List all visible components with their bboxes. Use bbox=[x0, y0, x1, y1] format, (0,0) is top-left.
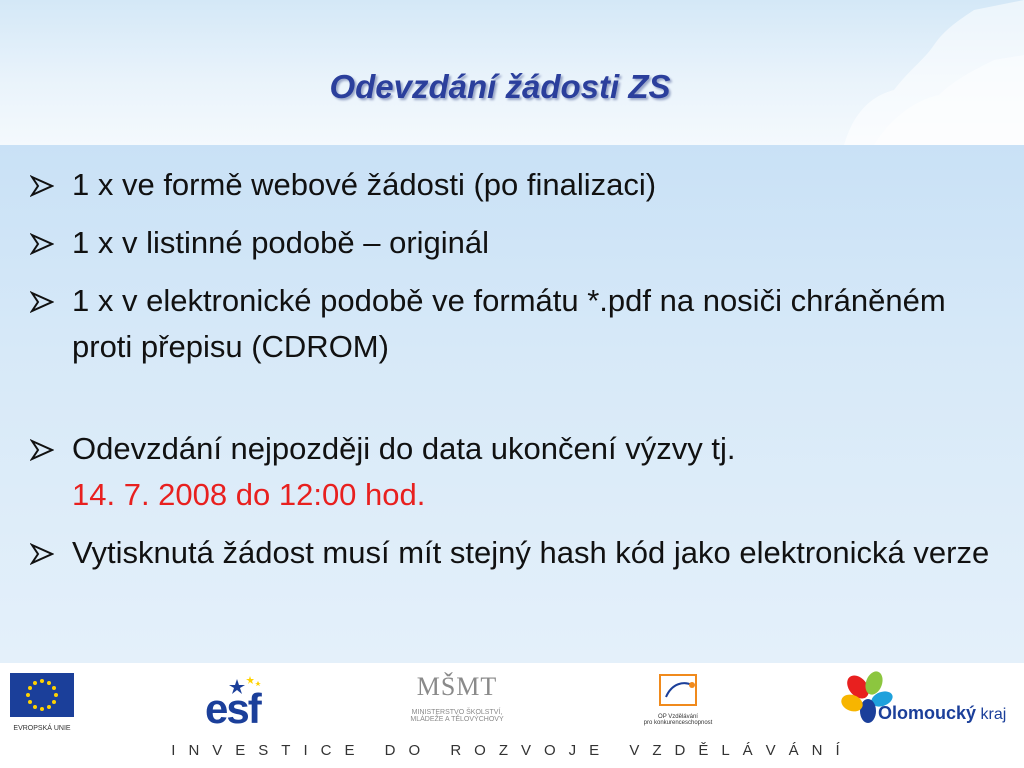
kraj-suffix: kraj bbox=[980, 706, 1007, 723]
eu-flag-icon bbox=[10, 673, 74, 717]
arrow-bullet-icon bbox=[30, 439, 54, 461]
msmt-label-line1: MINISTERSTVO ŠKOLSTVÍ, bbox=[411, 709, 503, 716]
slide-content bbox=[0, 145, 1024, 663]
eu-logo bbox=[10, 673, 74, 732]
deadline-highlight: 14. 7. 2008 do 12:00 hod. bbox=[72, 477, 426, 512]
footer-tagline: INVESTICE DO ROZVOJE VZDĚLÁVÁNÍ bbox=[171, 742, 853, 759]
arrow-bullet-icon bbox=[30, 291, 54, 313]
bullet-item bbox=[30, 530, 1000, 576]
op-label-line1: OP Vzdělávání bbox=[658, 714, 698, 720]
bullet-text: Vytisknutá žádost musí mít stejný hash kód jako elektronická verze bbox=[72, 535, 990, 570]
op-emblem-icon bbox=[640, 673, 716, 709]
bullet-text: 1 x ve formě webové žádosti (po finalizaci) bbox=[72, 167, 657, 202]
op-label-line2: pro konkurenceschopnost bbox=[643, 720, 713, 726]
msmt-mark: MŠMT bbox=[416, 672, 498, 701]
bullet-text: 1 x v listinné podobě – originál bbox=[72, 225, 490, 260]
bullet-item bbox=[30, 162, 1000, 208]
slide-header bbox=[0, 0, 1024, 145]
bullet-item bbox=[30, 220, 1000, 266]
footer-logos bbox=[0, 663, 1024, 768]
bullet-item bbox=[30, 278, 1000, 370]
olomoucky-kraj-logo bbox=[838, 669, 1018, 735]
bullet-text: Odevzdání nejpozději do data ukončení výzvy tj. bbox=[72, 431, 736, 466]
msmt-logo bbox=[398, 671, 516, 731]
kraj-name: Olomoucký bbox=[878, 703, 977, 723]
bullet-item bbox=[30, 426, 1000, 518]
esf-text: esf bbox=[205, 685, 260, 732]
bullet-text: 1 x v elektronické podobě ve formátu *.pdf na nosiči chráněném proti přepisu (CDROM) bbox=[72, 283, 946, 364]
msmt-label-line2: MLÁDEŽE A TĚLOVÝCHOVY bbox=[410, 716, 504, 723]
arrow-bullet-icon bbox=[30, 233, 54, 255]
eu-label: EVROPSKÁ UNIE bbox=[13, 725, 71, 732]
esf-logo bbox=[205, 673, 270, 731]
page-title: Odevzdání žádosti ZS bbox=[329, 68, 671, 105]
kraj-wordmark bbox=[878, 703, 1006, 725]
arrow-bullet-icon bbox=[30, 543, 54, 565]
arrow-bullet-icon bbox=[30, 175, 54, 197]
bullet-list bbox=[30, 162, 1000, 576]
op-logo bbox=[640, 673, 716, 733]
